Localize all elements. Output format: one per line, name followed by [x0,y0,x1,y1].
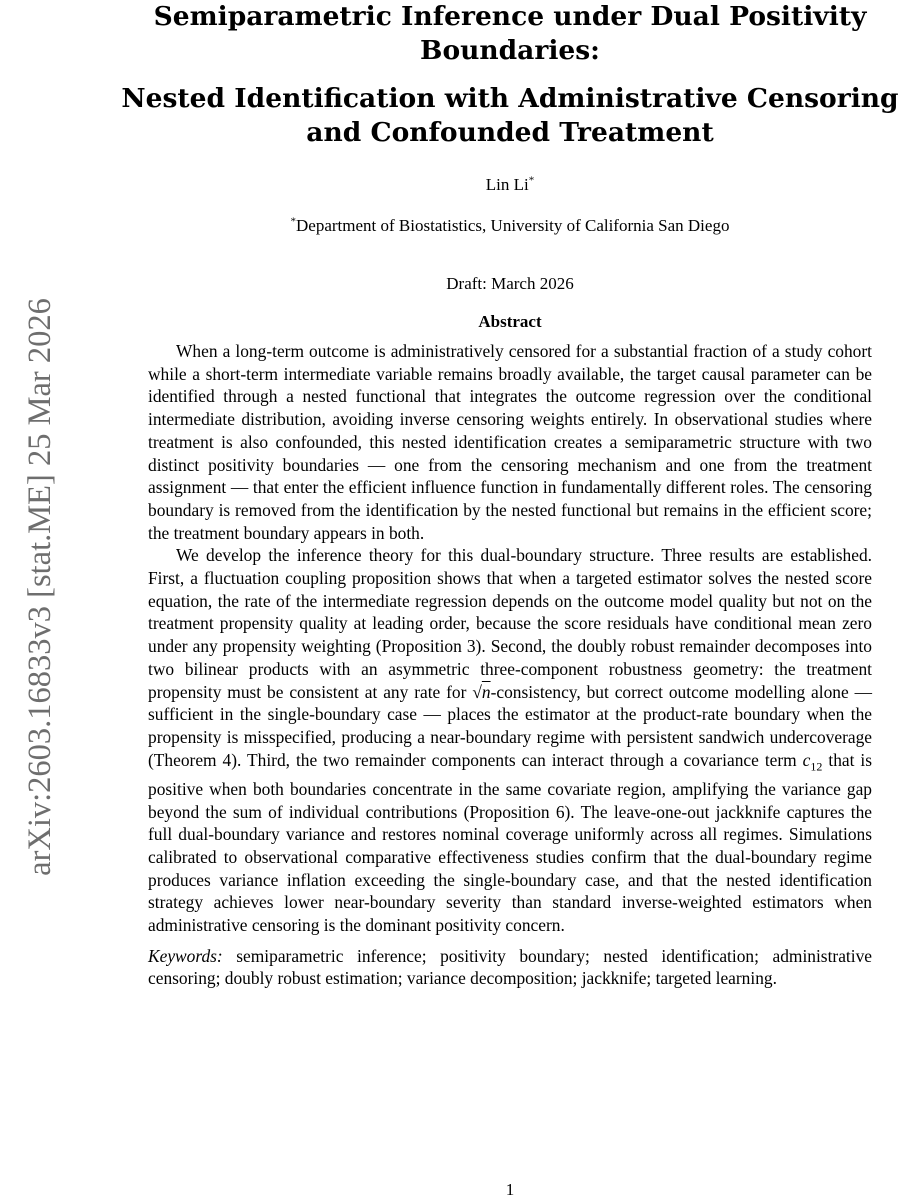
abstract-paragraph-1: When a long-term outcome is administratively censored for a substantial fraction of a study cohort while a short-term intermediate variable remains broadly available, the target causal parameter can be identified through a nested functional that integrates the outcome regression over the conditional intermediate distribution, avoiding inverse censoring weights entirely. In observational studies where treatment is also confounded, this nested identification creates a semiparametric structure with two distinct positivity boundaries — one from the censoring mechanism and one from the treatment assignment — that enter the efficient influence function in fundamentally different roles. The censoring boundary is removed from the identification by the nested functional but remains in the efficient score; the treatment boundary appears in both. [148,341,872,543]
abstract-p2-part-b: -consistency, but correct outcome modelling alone — sufficient in the single-boundary case — places the estimator at the product-rate boundary when the propensity is misspecified, producing a near-boundary regime with persistent sandwich undercoverage (Theorem 4). Third, the two remainder components can interact through a covariance term [148,681,872,770]
covariance-symbol: c [802,749,811,770]
author [110,175,904,195]
abstract-p2-part-a: We develop the inference theory for this dual-boundary structure. Three results are established. First, a fluctuation coupling proposition shows that when a targeted estimator solves the nested score equation, the rate of the intermediate regression depends on the outcome model quality but not on the treatment propensity quality at leading order, because the score residuals have conditional mean zero under any propensity weighting (Proposition 3). Second, the doubly robust remainder decomposes into two bilinear products with an asymmetric three-component robustness geometry: the treatment propensity must be consistent at any rate for [148,545,872,702]
keywords [148,945,872,990]
abstract-body [148,340,872,990]
covariance-subscript: 12 [810,759,823,774]
affiliation-text: Department of Biostatistics, University of California San Diego [296,216,730,235]
subtitle-line-2: and Confounded Treatment [306,117,714,148]
paper-title [110,0,904,150]
affiliation-footnote-mark: * [290,215,297,228]
keywords-list: semiparametric inference; positivity boundary; nested identification; administrative censoring; doubly robust estimation; variance decomposition; jackknife; targeted learning. [148,945,872,989]
abstract-paragraph-2 [148,544,872,936]
draft-date: Draft: March 2026 [446,274,574,293]
author-footnote-mark: * [528,174,535,187]
sqrt-symbol: √ [472,681,482,702]
page-number: 1 [505,1180,515,1199]
arxiv-identifier: arXiv:2603.16833v3 [stat.ME] 25 Mar 2026 [22,298,58,876]
subtitle [110,82,904,150]
keywords-label: Keywords: [148,945,223,966]
sqrt-argument: n [481,681,491,702]
author-name: Lin Li [485,175,529,194]
affiliation [110,216,904,236]
subtitle-line-1: Nested Identification with Administrative Censoring [121,83,899,114]
abstract-heading: Abstract [478,312,542,331]
title-line-2: Boundaries: [420,35,600,66]
abstract-p2-part-c: that is positive when both boundaries concentrate in the same covariate region, amplifying the variance gap beyond the sum of individual contributions (Proposition 6). The leave-one-out jackknife captures the full dual-boundary variance and restores nominal coverage uniformly across all regimes. Simulations calibrated to observational comparative effectiveness studies confirm that the dual-boundary regime produces variance inflation exceeding the single-boundary case, and that the nested identification strategy achieves lower near-boundary severity than standard inverse-weighted estimators when administrative censoring is the dominant positivity concern. [148,749,872,936]
title-line-1: Semiparametric Inference under Dual Positivity [153,1,867,32]
